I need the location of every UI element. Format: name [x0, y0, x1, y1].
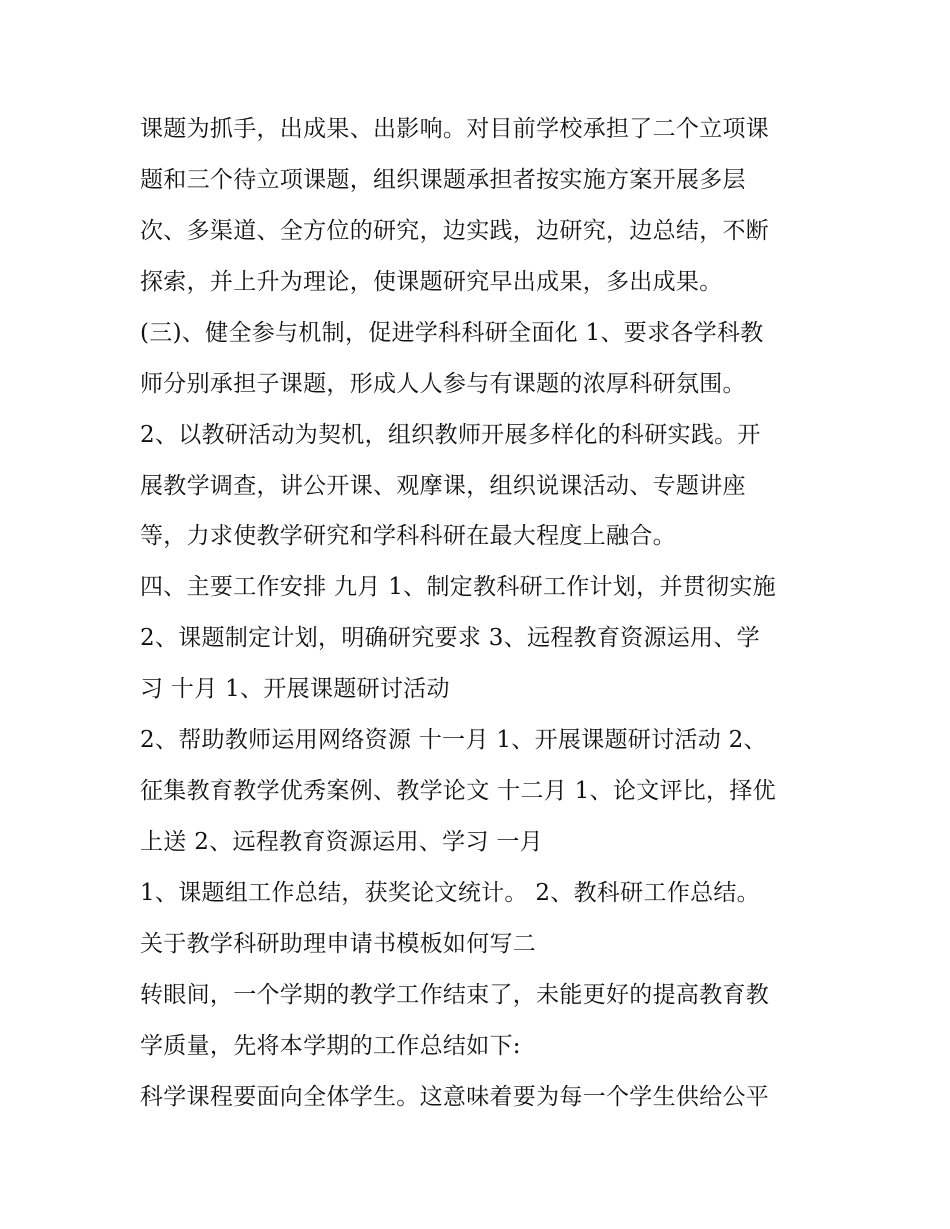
- text-line: 四、主要工作安排 九月 1、制定教科研工作计划，并贯彻实施: [140, 574, 776, 600]
- text-line: 1、课题组工作总结，获奖论文统计。 2、教科研工作总结。: [140, 880, 760, 906]
- text-line: 次、多渠道、全方位的研究，边实践，边研究，边总结，不断: [140, 218, 770, 244]
- text-line: 科学课程要面向全体学生。这意味着要为每一个学生供给公平: [140, 1084, 770, 1110]
- text-line: 题和三个待立项课题，组织课题承担者按实施方案开展多层: [140, 167, 746, 193]
- text-line: 上送 2、远程教育资源运用、学习 一月: [140, 829, 543, 855]
- text-line: 学质量，先将本学期的工作总结如下:: [140, 1033, 521, 1059]
- section-heading: 关于教学科研助理申请书模板如何写二: [140, 931, 537, 957]
- text-line: 转眼间，一个学期的教学工作结束了，未能更好的提高教育教: [140, 982, 770, 1008]
- text-line: 等，力求使教学研究和学科科研在最大程度上融合。: [140, 523, 676, 549]
- text-line: 2、帮助教师运用网络资源 十一月 1、开展课题研讨活动 2、: [140, 727, 767, 753]
- text-line: 征集教育教学优秀案例、教学论文 十二月 1、论文评比，择优: [140, 778, 776, 804]
- text-line: 2、以教研活动为契机，组织教师开展多样化的科研实践。开: [140, 422, 761, 448]
- text-line: (三)、健全参与机制，促进学科科研全面化 1、要求各学科教: [140, 320, 764, 346]
- text-line: 师分别承担子课题，形成人人参与有课题的浓厚科研氛围。: [140, 371, 746, 397]
- text-line: 2、课题制定计划，明确研究要求 3、远程教育资源运用、学: [140, 625, 760, 651]
- text-line: 展教学调查，讲公开课、观摩课，组织说课活动、专题讲座: [140, 473, 746, 499]
- text-line: 习 十月 1、开展课题研讨活动: [140, 676, 450, 702]
- text-line: 课题为抓手，出成果、出影响。对目前学校承担了二个立项课: [140, 116, 770, 142]
- text-line: 探索，并上升为理论，使课题研究早出成果，多出成果。: [140, 269, 723, 295]
